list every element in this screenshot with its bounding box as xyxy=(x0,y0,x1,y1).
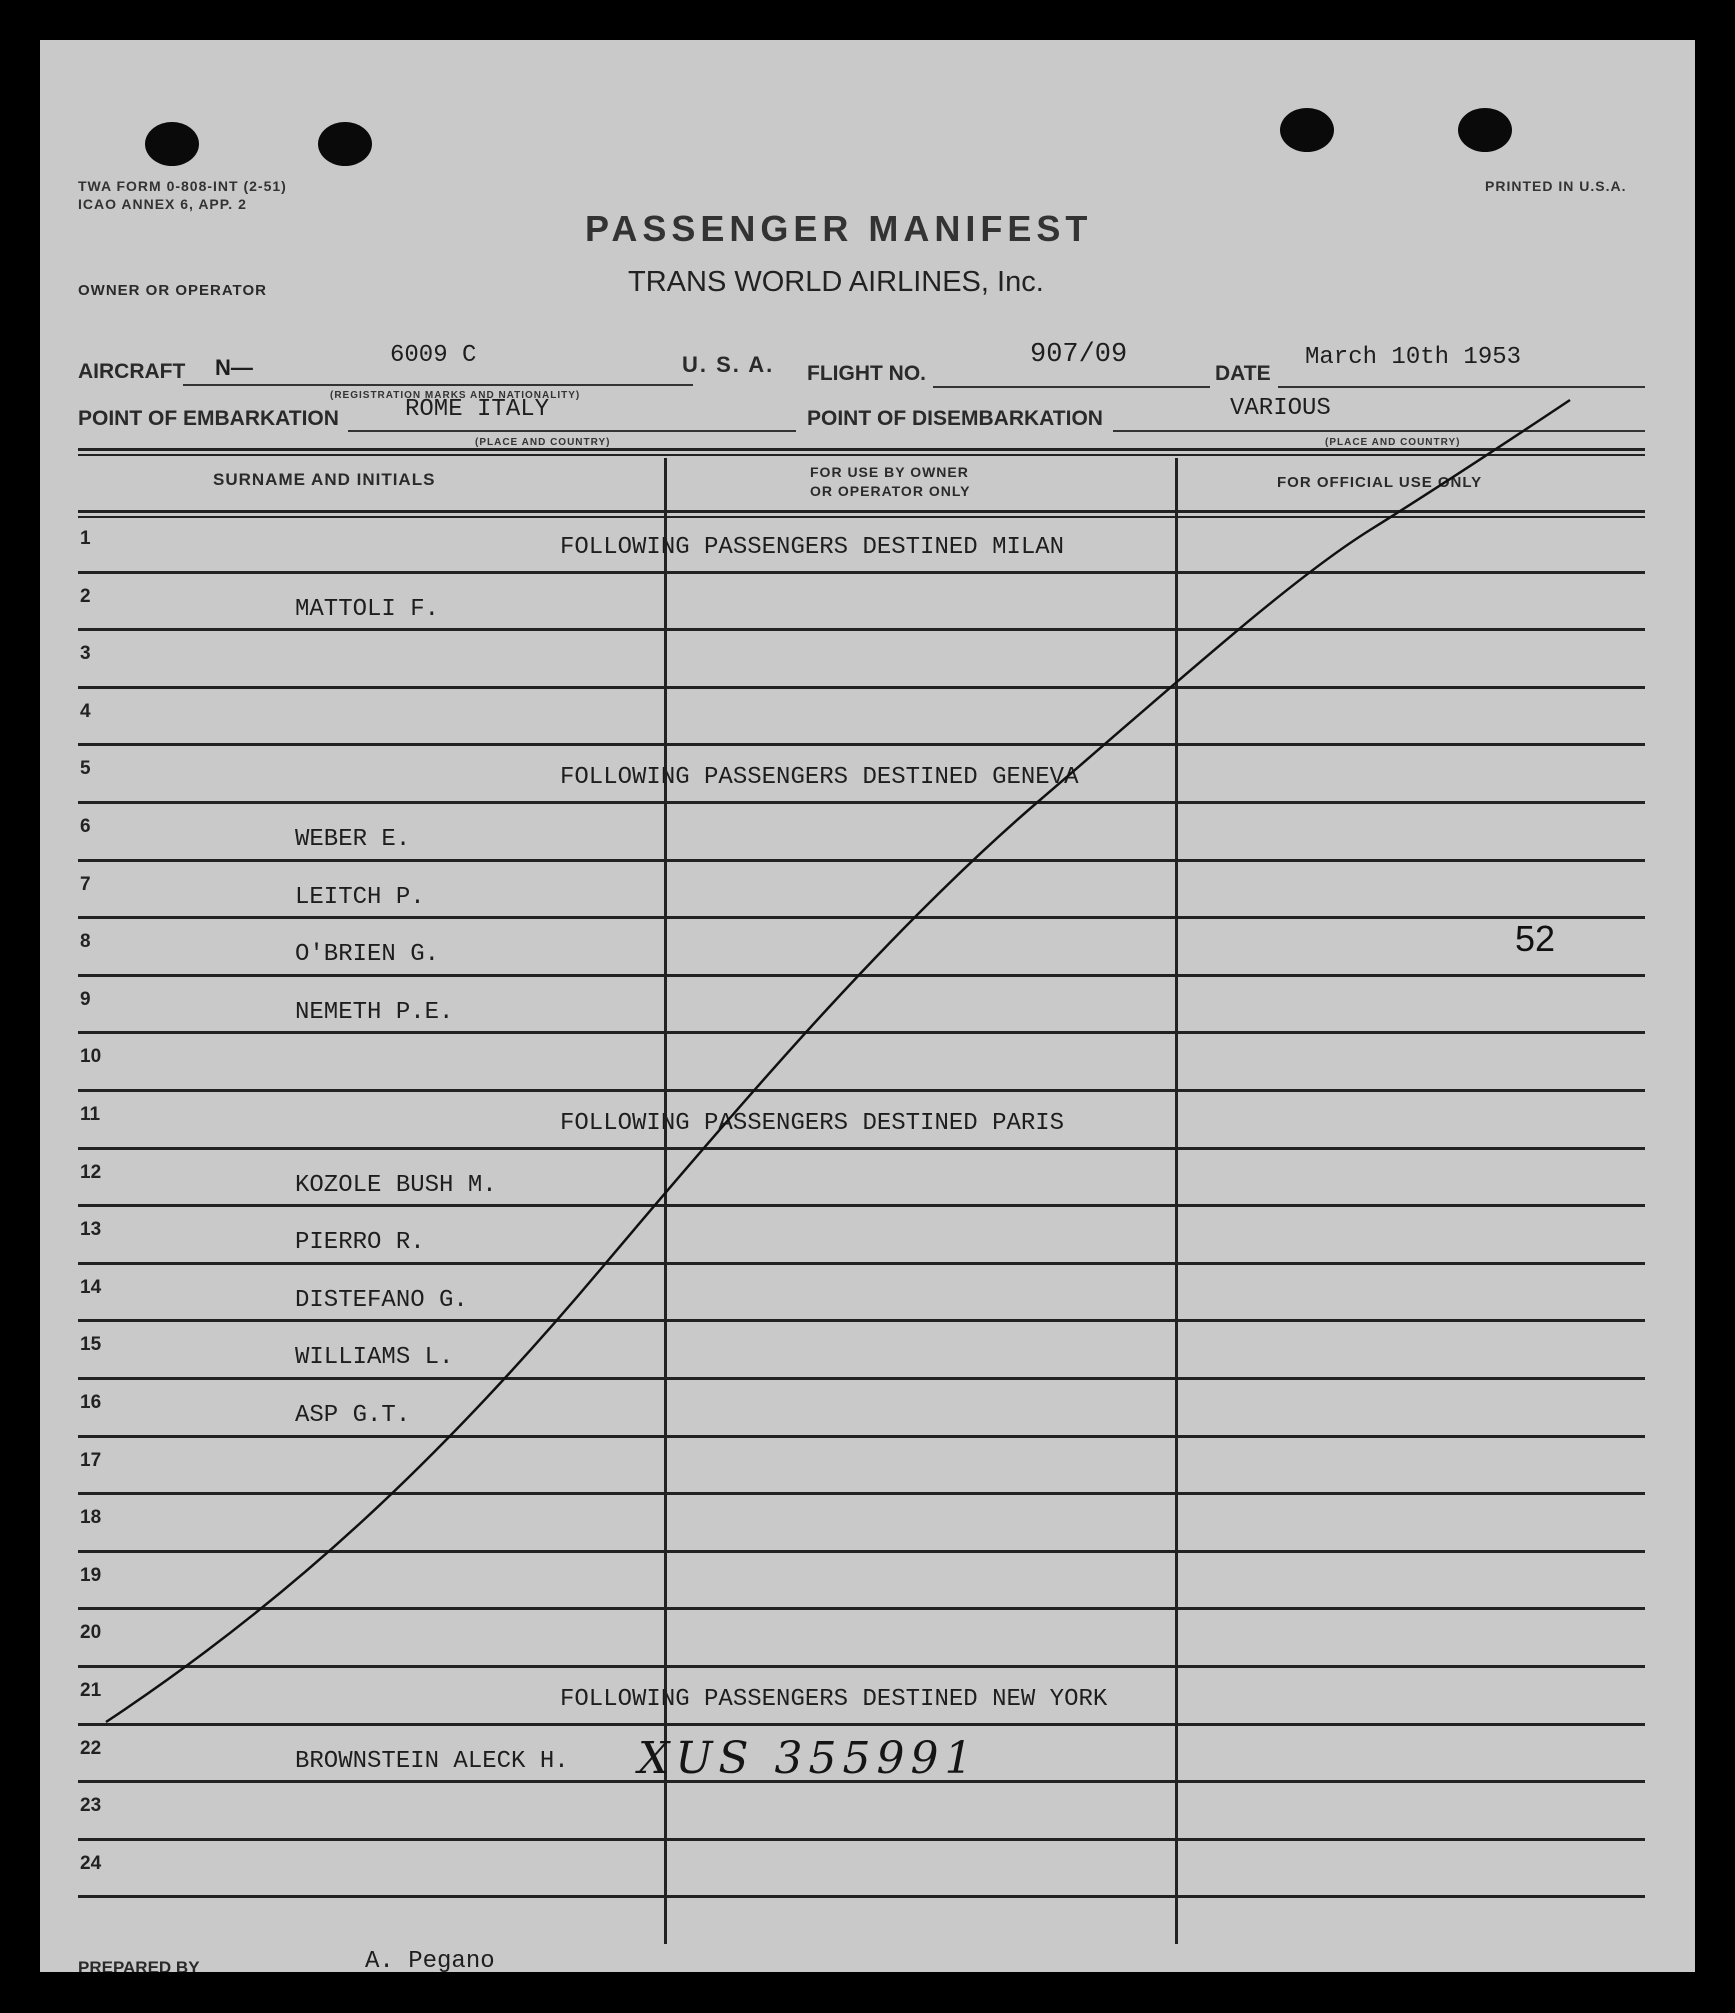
date-value: March 10th 1953 xyxy=(1305,344,1522,371)
row-number: 1 xyxy=(80,528,91,549)
prepared-by-value: A. Pegano xyxy=(365,1948,495,1972)
passenger-name: KOZOLE BUSH M. xyxy=(295,1171,497,1199)
passenger-name: PIERRO R. xyxy=(295,1229,425,1257)
date-label: DATE xyxy=(1215,362,1271,385)
row-number: 20 xyxy=(80,1622,102,1644)
passenger-name: MATTOLI F. xyxy=(295,595,440,623)
row-number: 16 xyxy=(80,1392,102,1413)
passenger-name: WEBER E. xyxy=(295,826,411,853)
aircraft-value: 6009 C xyxy=(390,342,477,369)
form-title: PASSENGER MANIFEST xyxy=(585,208,1093,249)
disembark-caption: (PLACE AND COUNTRY) xyxy=(1325,437,1461,448)
passenger-name: BROWNSTEIN ALECK H. xyxy=(295,1747,569,1775)
row-number: 7 xyxy=(80,873,91,895)
row-number: 13 xyxy=(80,1219,102,1241)
disembark-value: VARIOUS xyxy=(1230,395,1331,422)
nationality: U. S. A. xyxy=(682,352,775,377)
visa-number-handwritten: XUS 355991 xyxy=(638,1733,979,1784)
row-number: 22 xyxy=(80,1737,102,1759)
row-number: 18 xyxy=(80,1507,102,1529)
row-number: 3 xyxy=(80,643,91,665)
col-surname: SURNAME AND INITIALS xyxy=(213,470,436,489)
col-official: FOR OFFICIAL USE ONLY xyxy=(1277,474,1483,491)
row-number: 19 xyxy=(80,1564,102,1586)
flight-value: 907/09 xyxy=(1030,340,1128,370)
manifest-page xyxy=(40,40,1695,1972)
row-number: 12 xyxy=(80,1161,102,1183)
row-number: 5 xyxy=(80,758,91,780)
row-number: 6 xyxy=(80,816,91,837)
flight-label: FLIGHT NO. xyxy=(807,362,926,385)
row-number: 14 xyxy=(80,1276,102,1298)
destination-note: FOLLOWING PASSENGERS DESTINED NEW YORK xyxy=(560,1686,1108,1713)
embark-caption: (PLACE AND COUNTRY) xyxy=(475,437,611,448)
destination-note: FOLLOWING PASSENGERS DESTINED PARIS xyxy=(560,1110,1065,1137)
disembark-label: POINT OF DISEMBARKATION xyxy=(807,407,1103,430)
row-number: 4 xyxy=(80,700,91,722)
cancellation-line xyxy=(40,40,1695,1972)
row-number: 9 xyxy=(80,988,91,1010)
row-number: 2 xyxy=(80,585,91,607)
passenger-name: DISTEFANO G. xyxy=(295,1286,468,1314)
passenger-name: ASP G.T. xyxy=(295,1402,411,1429)
icao-reference: ICAO ANNEX 6, APP. 2 xyxy=(78,196,247,212)
row-number: 15 xyxy=(80,1334,102,1356)
row-number: 21 xyxy=(80,1680,102,1701)
row-number: 11 xyxy=(80,1104,101,1125)
official-count: 52 xyxy=(1515,918,1556,959)
col-owner-use-1: FOR USE BY OWNER xyxy=(810,464,969,480)
aircraft-prefix: N— xyxy=(215,355,253,380)
operator-name: TRANS WORLD AIRLINES, Inc. xyxy=(628,266,1044,298)
row-number: 23 xyxy=(80,1795,102,1817)
row-number: 10 xyxy=(80,1046,102,1068)
row-number: 8 xyxy=(80,931,91,953)
row-number: 24 xyxy=(80,1852,102,1874)
passenger-name: WILLIAMS L. xyxy=(295,1344,454,1372)
row-number: 17 xyxy=(80,1449,102,1471)
destination-note: FOLLOWING PASSENGERS DESTINED MILAN xyxy=(560,534,1065,561)
passenger-name: O'BRIEN G. xyxy=(295,941,440,969)
owner-label: OWNER OR OPERATOR xyxy=(78,282,267,299)
aircraft-label: AIRCRAFT xyxy=(78,360,186,383)
embark-label: POINT OF EMBARKATION xyxy=(78,407,339,430)
form-number: TWA FORM 0-808-INT (2-51) xyxy=(78,178,287,194)
destination-note: FOLLOWING PASSENGERS DESTINED GENEVA xyxy=(560,764,1079,792)
passenger-name: NEMETH P.E. xyxy=(295,998,454,1026)
registration-caption: (REGISTRATION MARKS AND NATIONALITY) xyxy=(330,390,581,401)
printed-in-usa: PRINTED IN U.S.A. xyxy=(1485,178,1627,194)
passenger-name: LEITCH P. xyxy=(295,883,425,911)
prepared-by-label: PREPARED BY xyxy=(78,1958,200,1972)
col-owner-use-2: OR OPERATOR ONLY xyxy=(810,483,971,499)
embark-value: ROME ITALY xyxy=(405,396,550,423)
